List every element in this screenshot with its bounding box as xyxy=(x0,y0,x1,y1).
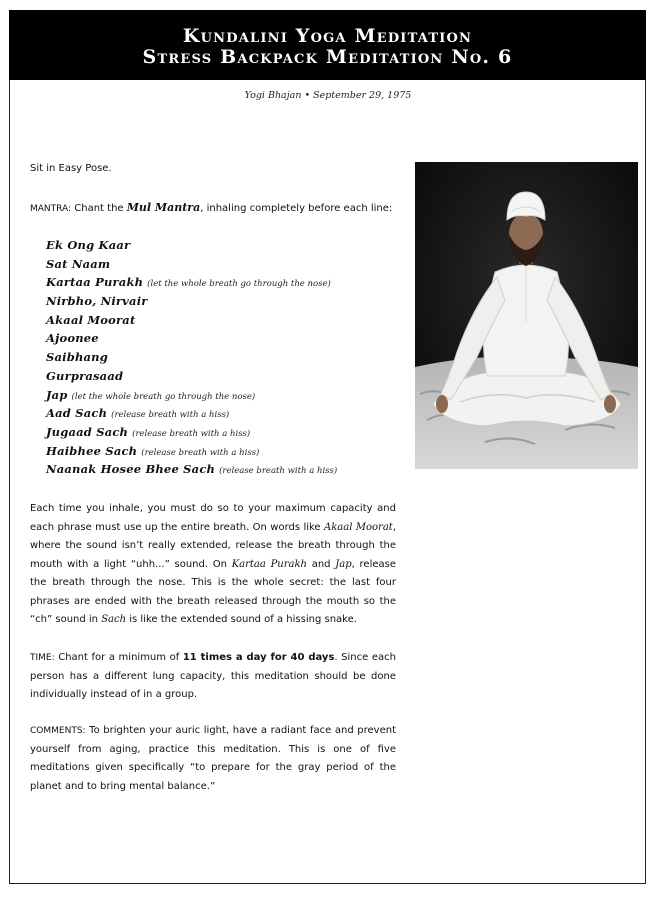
meditation-figure-illustration xyxy=(415,162,638,469)
mantra-word: Nirbho, Nirvair xyxy=(46,294,148,309)
instructions-text: and xyxy=(306,558,336,570)
mantra-word: Ajoonee xyxy=(46,331,99,346)
title-banner xyxy=(9,10,646,80)
instructions-emphasis: Jap xyxy=(335,558,352,570)
comments-text: To brighten your auric light, have a radiant face and prevent yourself from aging, practice this meditation. This is one of five meditations given specifically “to prepare for the gray period of the planet and to bring mental balance.” xyxy=(30,725,396,792)
left-hand xyxy=(436,395,448,413)
instructions-emphasis: Kartaa Purakh xyxy=(231,558,307,570)
instructions-emphasis: Akaal Moorat xyxy=(323,521,393,533)
mantra-list xyxy=(46,234,337,477)
mantra-line xyxy=(46,384,337,403)
mantra-line xyxy=(46,421,337,440)
time-label: TIME: xyxy=(30,653,55,663)
meditation-photo xyxy=(415,162,638,469)
comments-paragraph xyxy=(30,722,396,796)
time-paragraph xyxy=(30,649,396,705)
mantra-line xyxy=(46,458,337,477)
mantra-name: Mul Mantra xyxy=(126,201,201,214)
mantra-line xyxy=(46,365,337,384)
mantra-note: (let the whole breath go through the nose) xyxy=(147,279,331,290)
mantra-note: (let the whole breath go through the nose) xyxy=(71,391,256,402)
mantra-note: (release breath with a hiss) xyxy=(219,466,338,477)
mantra-word: Gurprasaad xyxy=(46,368,124,383)
mantra-line xyxy=(46,327,337,346)
mantra-line xyxy=(46,234,337,253)
time-text: Chant for a minimum of xyxy=(54,652,183,663)
mantra-word: Jap xyxy=(46,387,68,402)
mantra-label: MANTRA: xyxy=(30,204,72,214)
mantra-text-before: Chant the xyxy=(71,203,127,214)
instructions-text: , release the breath through the nose. This is the whole secret: the last four phrases are ended with the breath released through the mouth so the “ch” sound in xyxy=(30,558,396,625)
mantra-word: Akaal Moorat xyxy=(46,312,136,327)
mantra-word: Naanak Hosee Bhee Sach xyxy=(46,462,216,477)
page-subtitle: Stress Backpack Meditation No. 6 xyxy=(142,46,513,68)
mantra-note: (release breath with a hiss) xyxy=(132,428,251,439)
mantra-note: (release breath with a hiss) xyxy=(141,447,260,458)
instructions-emphasis: Sach xyxy=(101,614,127,625)
instructions-text: Each time you inhale, you must do so to your maximum capacity and each phrase must use up the entire breath. On words like xyxy=(30,503,396,533)
time-text: . Since each person has a different lung capacity, this meditation should be done individually instead of in a group. xyxy=(30,652,396,700)
mantra-line xyxy=(46,440,337,459)
byline: Yogi Bhajan • September 29, 1975 xyxy=(244,90,412,101)
instructions-text: , where the sound isn’t really extended, release the breath through the mouth with a light “uhh...” sound. On xyxy=(30,521,397,570)
time-emphasis: 11 times a day for 40 days xyxy=(182,652,335,663)
mantra-intro xyxy=(30,201,392,214)
mantra-line xyxy=(46,309,337,328)
comments-label: COMMENTS: xyxy=(30,726,86,736)
mantra-line xyxy=(46,346,337,365)
page-title: Kundalini Yoga Meditation xyxy=(182,25,473,47)
mantra-word: Saibhang xyxy=(46,350,108,365)
mantra-line xyxy=(46,271,337,290)
mantra-note: (release breath with a hiss) xyxy=(111,410,230,421)
mantra-line xyxy=(46,253,337,272)
mantra-word: Jugaad Sach xyxy=(46,424,129,439)
mantra-word: Ek Ong Kaar xyxy=(46,238,131,252)
mantra-line xyxy=(46,402,337,421)
intro-text: Sit in Easy Pose. xyxy=(30,163,112,174)
instructions-text: is like the extended sound of a hissing snake. xyxy=(126,614,357,625)
right-hand xyxy=(604,395,616,413)
mantra-word: Aad Sach xyxy=(46,406,108,421)
mantra-line xyxy=(46,290,337,309)
mantra-text-after: , inhaling completely before each line: xyxy=(200,203,393,214)
mantra-word: Haibhee Sach xyxy=(46,443,138,458)
instructions-paragraph xyxy=(30,500,396,630)
mantra-word: Sat Naam xyxy=(46,256,111,271)
mantra-word: Kartaa Purakh xyxy=(46,275,144,290)
